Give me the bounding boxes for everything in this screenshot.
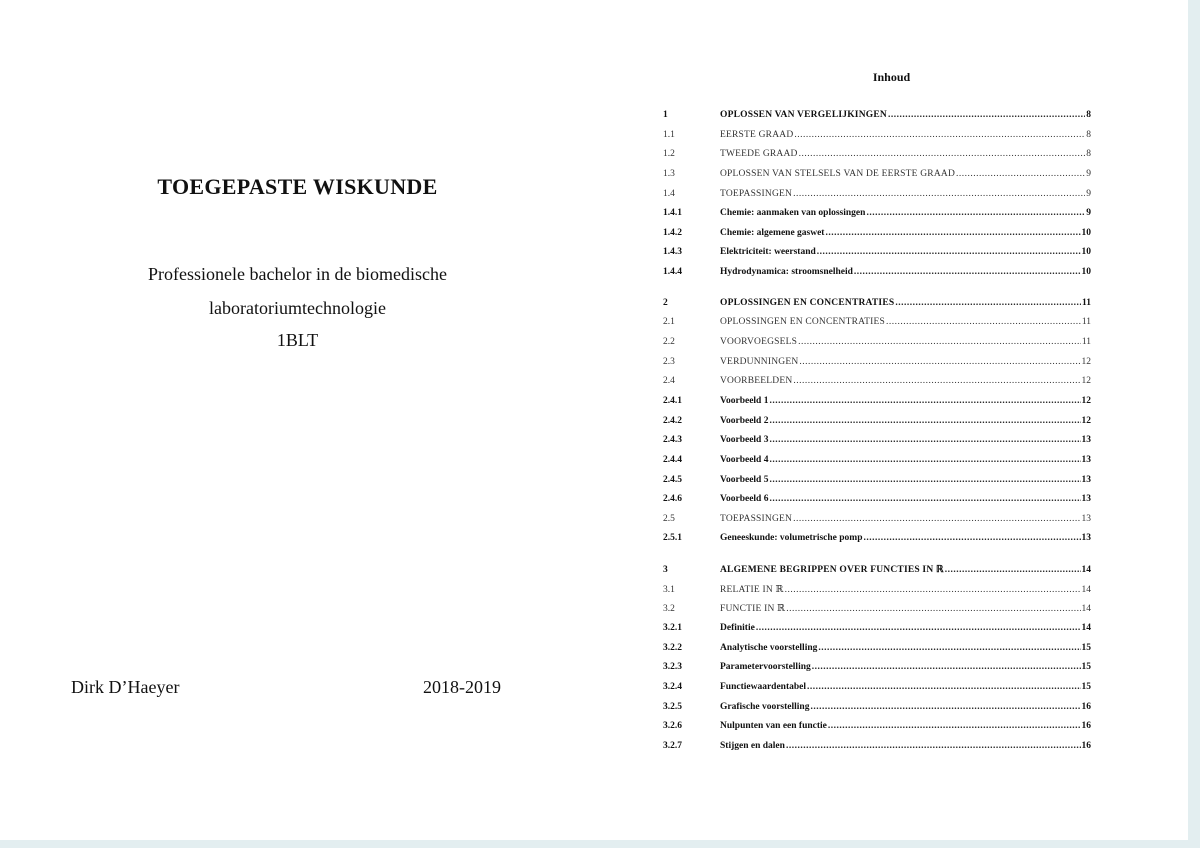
toc-entry[interactable] <box>663 662 1091 682</box>
toc-dot-leader <box>769 475 1080 485</box>
toc-entry-title[interactable]: RELATIE IN ℝ <box>720 584 784 595</box>
toc-list <box>663 110 1091 761</box>
toc-entry[interactable] <box>663 702 1091 722</box>
toc-entry-title[interactable]: Functiewaardentabel <box>720 681 807 692</box>
toc-entry-title[interactable]: VERDUNNINGEN <box>720 356 799 367</box>
toc-entry-page: 9 <box>1086 208 1091 219</box>
toc-entry[interactable] <box>663 603 1091 623</box>
toc-dot-leader <box>794 130 1085 140</box>
toc-entry-number: 2.4.4 <box>663 454 682 465</box>
toc-entry[interactable] <box>663 721 1091 741</box>
toc-entry-number: 2.3 <box>663 356 675 367</box>
toc-dot-leader <box>807 682 1080 692</box>
toc-entry-page: 13 <box>1081 533 1091 544</box>
toc-entry-page: 10 <box>1081 227 1091 238</box>
toc-entry-title[interactable]: OPLOSSINGEN EN CONCENTRATIES <box>720 317 885 328</box>
toc-dot-leader <box>895 298 1081 308</box>
toc-entry-number: 2.1 <box>663 317 675 328</box>
toc-entry[interactable] <box>663 435 1091 455</box>
toc-dot-leader <box>888 110 1085 120</box>
toc-entry-number: 1.4.2 <box>663 227 682 238</box>
toc-entry-page: 14 <box>1081 604 1091 615</box>
toc-entry-number: 2 <box>663 297 668 308</box>
table-of-contents-page <box>595 0 1188 840</box>
toc-dot-leader <box>769 416 1080 426</box>
toc-dot-leader <box>798 337 1081 347</box>
toc-entry[interactable] <box>663 110 1091 130</box>
toc-entry-number: 2.4.2 <box>663 415 682 426</box>
toc-entry[interactable] <box>663 267 1091 287</box>
toc-entry-title[interactable]: Voorbeeld 3 <box>720 435 769 446</box>
toc-entry-title[interactable]: EERSTE GRAAD <box>720 129 794 140</box>
toc-entry-page: 12 <box>1081 376 1091 387</box>
toc-entry-number: 3.2.6 <box>663 721 682 732</box>
toc-entry-number: 3.2.4 <box>663 681 682 692</box>
toc-dot-leader <box>828 721 1081 731</box>
toc-entry-title[interactable]: Stijgen en dalen <box>720 740 785 751</box>
toc-dot-leader <box>793 189 1085 199</box>
toc-entry[interactable] <box>663 514 1091 534</box>
toc-entry-page: 8 <box>1086 110 1091 120</box>
toc-dot-leader <box>818 643 1080 653</box>
toc-entry-title[interactable]: VOORVOEGSELS <box>720 337 798 348</box>
toc-entry-title[interactable]: Voorbeeld 1 <box>720 395 769 406</box>
toc-entry-number: 3.2 <box>663 604 675 615</box>
toc-entry-page: 12 <box>1081 395 1091 406</box>
toc-dot-leader <box>786 741 1081 751</box>
toc-entry-page: 16 <box>1081 721 1091 732</box>
toc-entry-title[interactable]: Voorbeeld 5 <box>720 474 769 485</box>
toc-entry-number: 1.4 <box>663 188 675 199</box>
subtitle-line-2: laboratoriumtechnologie <box>209 298 386 318</box>
toc-entry[interactable] <box>663 376 1091 396</box>
toc-entry[interactable] <box>663 494 1091 514</box>
toc-entry[interactable] <box>663 169 1091 189</box>
toc-entry[interactable] <box>663 741 1091 761</box>
author-name: Dirk D’Haeyer <box>71 677 180 697</box>
toc-entry[interactable] <box>663 189 1091 209</box>
toc-entry-title[interactable]: Chemie: aanmaken van oplossingen <box>720 208 866 219</box>
toc-entry-number: 1.4.1 <box>663 208 682 219</box>
toc-dot-leader <box>945 565 1081 575</box>
toc-entry-title[interactable]: TOEPASSINGEN <box>720 513 793 524</box>
toc-entry[interactable] <box>663 247 1091 267</box>
toc-entry-title[interactable]: Analytische voorstelling <box>720 642 818 653</box>
toc-entry-title[interactable]: Voorbeeld 2 <box>720 415 769 426</box>
toc-dot-leader <box>817 247 1081 257</box>
toc-entry-number: 3.2.5 <box>663 701 682 712</box>
toc-entry-title[interactable]: FUNCTIE IN ℝ <box>720 604 786 615</box>
toc-entry-page: 15 <box>1081 642 1091 653</box>
toc-entry[interactable] <box>663 337 1091 357</box>
toc-entry-title[interactable]: Parametervoorstelling <box>720 662 811 673</box>
toc-entry-number: 3 <box>663 565 668 576</box>
toc-dot-leader <box>769 494 1080 504</box>
toc-entry-number: 1.4.4 <box>663 267 682 278</box>
toc-entry-page: 11 <box>1081 317 1091 328</box>
toc-dot-leader <box>786 604 1080 614</box>
toc-entry-page: 13 <box>1081 454 1091 465</box>
toc-entry[interactable] <box>663 208 1091 228</box>
toc-dot-leader <box>756 623 1081 633</box>
toc-entry-page: 16 <box>1081 701 1091 712</box>
toc-entry-page: 11 <box>1082 297 1091 308</box>
toc-entry-page: 12 <box>1081 356 1091 367</box>
toc-entry[interactable] <box>663 228 1091 248</box>
toc-dot-leader <box>866 208 1085 218</box>
toc-entry-page: 11 <box>1081 337 1091 348</box>
toc-entry-number: 3.2.3 <box>663 662 682 673</box>
toc-entry-number: 2.4.3 <box>663 435 682 446</box>
toc-entry-title[interactable]: Nulpunten van een functie <box>720 721 827 732</box>
toc-entry-number: 1.4.3 <box>663 247 682 258</box>
toc-dot-leader <box>793 514 1080 524</box>
toc-entry-number: 3.2.1 <box>663 623 682 634</box>
toc-entry-number: 3.1 <box>663 584 675 595</box>
toc-entry-number: 2.4.5 <box>663 474 682 485</box>
toc-entry-page: 15 <box>1081 681 1091 692</box>
toc-dot-leader <box>769 455 1080 465</box>
toc-dot-leader <box>799 357 1080 367</box>
toc-entry-number: 1.2 <box>663 149 675 160</box>
toc-entry-number: 3.2.2 <box>663 642 682 653</box>
toc-dot-leader <box>810 702 1080 712</box>
toc-entry-number: 2.2 <box>663 337 675 348</box>
toc-entry-number: 2.4 <box>663 376 675 387</box>
toc-entry-number: 3.2.7 <box>663 740 682 751</box>
toc-entry-page: 10 <box>1081 267 1091 278</box>
toc-entry-number: 1.1 <box>663 129 675 140</box>
toc-entry-number: 2.5 <box>663 513 675 524</box>
toc-entry-title[interactable]: Elektriciteit: weerstand <box>720 247 816 258</box>
toc-entry[interactable] <box>663 298 1091 318</box>
toc-entry-page: 10 <box>1081 247 1091 258</box>
toc-entry[interactable] <box>663 396 1091 416</box>
toc-entry-number: 2.4.6 <box>663 494 682 505</box>
toc-entry-title[interactable]: TWEEDE GRAAD <box>720 149 798 160</box>
toc-dot-leader <box>864 533 1081 543</box>
toc-entry-title[interactable]: Grafische voorstelling <box>720 701 810 712</box>
toc-dot-leader <box>785 585 1081 595</box>
toc-entry-title[interactable]: TOEPASSINGEN <box>720 188 793 199</box>
toc-dot-leader <box>854 267 1081 277</box>
toc-entry[interactable] <box>663 455 1091 475</box>
toc-dot-leader <box>769 435 1080 445</box>
toc-entry-title[interactable]: ALGEMENE BEGRIPPEN OVER FUNCTIES IN ℝ <box>720 565 944 576</box>
title-page <box>0 0 595 840</box>
toc-entry-number: 2.5.1 <box>663 533 682 544</box>
toc-entry-page: 9 <box>1086 168 1091 179</box>
toc-entry-page: 14 <box>1081 584 1091 595</box>
toc-dot-leader <box>799 149 1086 159</box>
toc-entry[interactable] <box>663 584 1091 604</box>
toc-dot-leader <box>825 228 1080 238</box>
toc-entry[interactable] <box>663 357 1091 377</box>
toc-entry-title[interactable]: OPLOSSEN VAN STELSELS VAN DE EERSTE GRAAD <box>720 168 955 179</box>
toc-entry-page: 13 <box>1081 435 1091 446</box>
toc-entry-number: 2.4.1 <box>663 395 682 406</box>
toc-entry-title[interactable]: Geneeskunde: volumetrische pomp <box>720 533 863 544</box>
toc-entry-page: 15 <box>1081 662 1091 673</box>
toc-entry[interactable] <box>663 643 1091 663</box>
toc-dot-leader <box>793 376 1080 386</box>
course-code: 1BLT <box>276 330 319 350</box>
toc-entry[interactable] <box>663 130 1091 150</box>
toc-entry-page: 8 <box>1086 149 1091 160</box>
toc-entry-title[interactable]: Hydrodynamica: stroomsnelheid <box>720 267 853 278</box>
toc-dot-leader <box>769 396 1080 406</box>
toc-entry[interactable] <box>663 623 1091 643</box>
toc-entry-title[interactable]: Chemie: algemene gaswet <box>720 227 825 238</box>
document-title: TOEGEPASTE WISKUNDE <box>157 174 438 199</box>
toc-entry-number: 1.3 <box>663 168 675 179</box>
toc-entry[interactable] <box>663 317 1091 337</box>
toc-entry-page: 8 <box>1086 129 1091 140</box>
toc-entry[interactable] <box>663 564 1091 584</box>
subtitle-line-1: Professionele bachelor in de biomedische <box>148 264 447 284</box>
toc-entry-title[interactable]: OPLOSSEN VAN VERGELIJKINGEN <box>720 110 887 120</box>
toc-entry-title[interactable]: Voorbeeld 4 <box>720 454 769 465</box>
toc-entry[interactable] <box>663 416 1091 436</box>
toc-dot-leader <box>956 169 1085 179</box>
toc-entry-page: 13 <box>1081 494 1091 505</box>
toc-entry-page: 9 <box>1086 188 1091 199</box>
academic-year: 2018-2019 <box>423 677 501 697</box>
toc-entry-page: 13 <box>1081 513 1091 524</box>
toc-entry-page: 16 <box>1081 740 1091 751</box>
toc-dot-leader <box>886 317 1081 327</box>
toc-entry-title[interactable]: Definitie <box>720 623 755 634</box>
toc-entry-page: 13 <box>1081 474 1091 485</box>
toc-entry-title[interactable]: VOORBEELDEN <box>720 376 793 387</box>
toc-entry[interactable] <box>663 682 1091 702</box>
toc-entry-title[interactable]: Voorbeeld 6 <box>720 494 769 505</box>
toc-heading: Inhoud <box>872 70 911 84</box>
toc-dot-leader <box>812 662 1081 672</box>
toc-entry-page: 14 <box>1081 623 1091 634</box>
toc-entry[interactable] <box>663 533 1091 553</box>
toc-entry-page: 14 <box>1081 565 1091 576</box>
toc-entry-number: 1 <box>663 110 668 120</box>
toc-entry[interactable] <box>663 149 1091 169</box>
toc-entry-title[interactable]: OPLOSSINGEN EN CONCENTRATIES <box>720 297 895 308</box>
toc-entry[interactable] <box>663 475 1091 495</box>
toc-entry-page: 12 <box>1081 415 1091 426</box>
